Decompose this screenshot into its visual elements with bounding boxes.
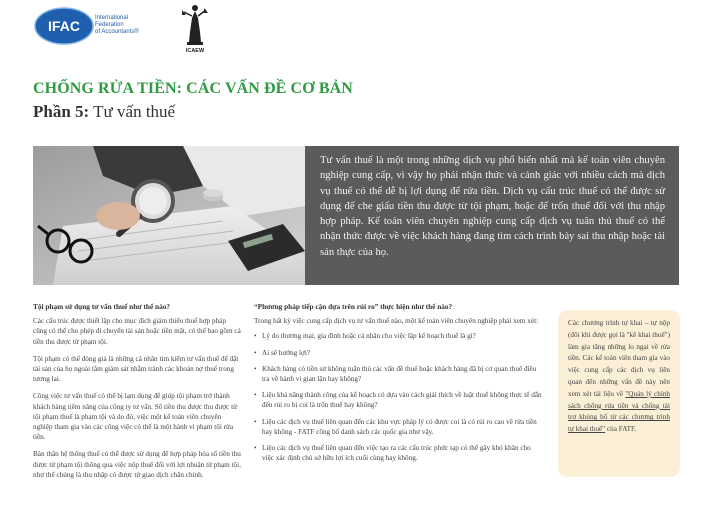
fatf-document-link[interactable]: "Quản lý chính sách chống rửa tiền và chống tài trợ khủng bố từ các chương trình tự khai thuế" (568, 389, 671, 434)
risk-questions-list (254, 331, 544, 463)
list-item: • Lý do thương mại, gia đình hoặc cá nhân cho việc lập kế hoạch thuế là gì? (254, 331, 544, 341)
side-note-box (558, 310, 680, 477)
ifac-name: International Federation of Accountants® (95, 15, 139, 35)
paragraph: Công việc tư vấn thuế có thể bị lạm dụng để giúp tội phạm trở thành khách hàng tiềm năng của công ty tư vấn. Số tiền thu được thu được từ tội phạm thuế là phạm tội và do đó, việc một kế toán viên chuyên nghiệp tham gia vào các công việc có thể là một hành vi phạm tội rửa tiền. (33, 392, 238, 442)
middle-column-heading: “Phương pháp tiếp cận dựa trên rủi ro” thực hiện như thế nào? (254, 302, 453, 311)
icaew-logo (180, 2, 210, 54)
list-item: • Khách hàng có tiền sử không tuân thủ các vấn đề thuế hoặc khách hàng đã bị cơ quan thuế điều tra về hành vi gian lận hay không? (254, 364, 544, 384)
list-item: • Ai sẽ hưởng lợi? (254, 348, 544, 358)
subtitle-topic: Tư vấn thuế (93, 102, 176, 121)
middle-column (254, 302, 544, 469)
middle-column-intro: Trong bất kỳ việc cung cấp dịch vụ tư vấn thuế nào, một kế toán viên chuyên nghiệp phải xem xét: (254, 317, 539, 326)
icaew-logo-text: ICAEW (185, 48, 205, 54)
page-title: CHỐNG RỬA TIỀN: CÁC VẤN ĐỀ CƠ BẢN (33, 80, 353, 97)
intro-text-box: Tư vấn thuế là một trong những dịch vụ phổ biến nhất mà kế toán viên chuyên nghiệp cung cấp, vì vậy họ phải nhận thức và cảnh giác với nhiều cách mà dịch vụ thuế có thể dễ bị lợi dụng để rửa tiền. Dịch vụ cấu trúc thuế có thể được sử dụng để che giấu tiền thu được từ tội phạm, hoặc để trốn thuế đối với thu nhập hợp pháp. Kế toán viên chuyên nghiệp cung cấp dịch vụ tuân thủ thuế có thể nhận thức được về việc khách hàng đang tìm cách trình bày sai thu nhập hoặc tài sản thực của họ. (305, 146, 679, 285)
paragraph: Các cấu trúc được thiết lập cho mục đích giảm thiểu thuế hợp pháp cũng có thể cho phép di chuyển tài sản hoặc tiền mặt, có thể bao gồm cả tiền thu được từ phạm tội. (33, 317, 241, 346)
side-note-text: Các chương trình tự khai – tự nộp (đôi khi được gọi là "kê khai thuế") làm gia tăng những lo ngại về rửa tiền. Các kế toán viên tham gia vào việc cung cấp các dịch vụ liên quan đến những vấn đề này nên xem xét tài liệu về (568, 319, 670, 398)
paragraph: Bản thân hệ thống thuế có thể được sử dụng để hợp pháp hóa số tiền thu được từ phạm tội thông qua việc nộp thuế đối với lợi nhuận từ phạm tội, như thể chúng là thu nhập có được từ giao dịch chân chính. (33, 450, 241, 479)
list-item: • Liệu các dịch vụ thuế liên quan đến các khu vực pháp lý có được coi là có rủi ro cao về rửa tiền hay không - FATF công bố danh sách các quốc gia như vậy. (254, 417, 544, 437)
subtitle-part: Phần 5: (33, 102, 90, 121)
list-item: • Liệu các dịch vụ thuế liên quan đến việc tạo ra các cấu trúc phức tạp có thể gây khó khăn cho việc xác định chủ sở hữu lợi ích cuối cùng hay không. (254, 443, 544, 463)
page-subtitle (33, 102, 175, 122)
left-column-heading: Tội phạm sử dụng tư vấn thuế như thế nào? (33, 302, 171, 311)
ifac-logo-text: IFAC (48, 18, 80, 34)
left-column (33, 302, 241, 487)
list-item: • Liệu khả năng thành công của kế hoạch có dựa vào cách giải thích về luật thuế không thực tế dẫn đến rủi ro bị coi là trốn thuế hay không? (254, 390, 544, 410)
paragraph: Tội phạm có thể đóng giả là những cá nhân tìm kiếm tư vấn thuế để đặt tài sản của họ ngoài tầm giám sát nhằm tránh các khoản nợ thuế trong tương lai. (33, 354, 239, 384)
magnifier-calculator-photo-icon (33, 146, 305, 285)
ifac-logo (33, 6, 95, 46)
side-note-text-end: của FATF. (605, 425, 637, 434)
